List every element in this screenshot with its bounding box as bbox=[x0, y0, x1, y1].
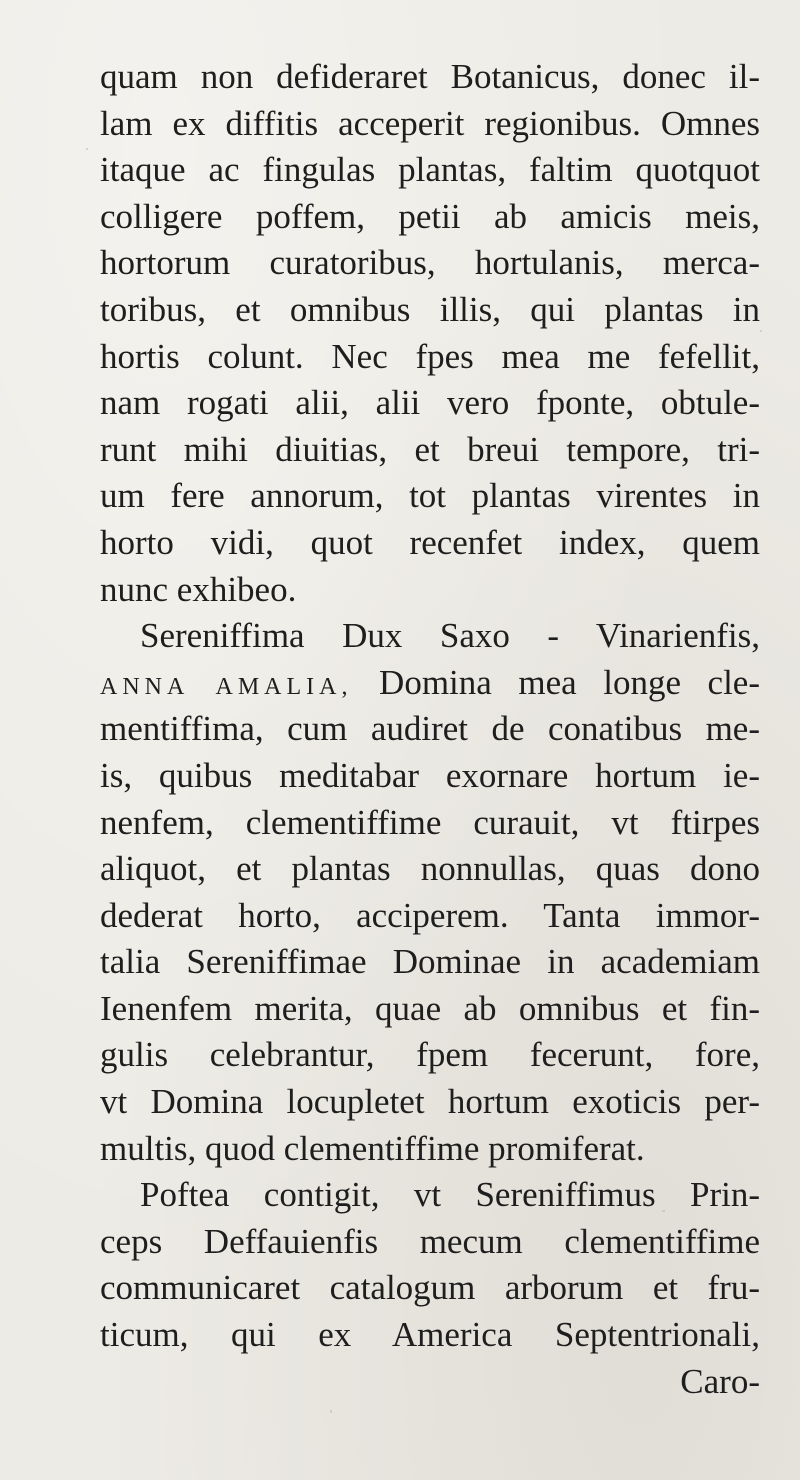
catchword: Caro- bbox=[680, 1361, 760, 1401]
person-name-smallcaps: ANNA AMALIA, bbox=[100, 673, 353, 700]
text-line: hortis colunt. Nec fpes mea me fefellit, bbox=[100, 336, 760, 376]
text-line: gulis celebrantur, fpem fecerunt, fore, bbox=[100, 1035, 760, 1075]
text-line: Sereniffima Dux Saxo - Vinarienfis, bbox=[140, 616, 760, 656]
text-line-rest: Domina mea longe cle- bbox=[379, 662, 760, 702]
text-line: is, quibus meditabar exornare hortum ie- bbox=[100, 755, 760, 795]
text-line: horto vidi, quot recenfet index, quem bbox=[100, 522, 760, 562]
text-line: communicaret catalogum arborum et fru- bbox=[100, 1268, 760, 1308]
text-line: ceps Deffauienfis mecum clementiffime bbox=[100, 1221, 760, 1261]
text-line: hortorum curatoribus, hortulanis, merca- bbox=[100, 243, 760, 283]
text-line: quam non defideraret Botanicus, donec il- bbox=[100, 57, 760, 96]
text-line: um fere annorum, tot plantas virentes in bbox=[100, 476, 760, 516]
paper-speck bbox=[86, 148, 88, 150]
text-line: Poftea contigit, vt Sereniffimus Prin- bbox=[140, 1175, 760, 1215]
text-line: nenfem, clementiffime curauit, vt ftirpes bbox=[100, 802, 760, 842]
text-line: itaque ac fingulas plantas, faltim quotquot bbox=[100, 150, 760, 190]
text-line: mentiffima, cum audiret de conatibus me- bbox=[100, 709, 760, 749]
text-line: aliquot, et plantas nonnullas, quas dono bbox=[100, 849, 760, 889]
text-line: talia Sereniffimae Dominae in academiam bbox=[100, 942, 760, 982]
paper-speck bbox=[330, 1410, 332, 1413]
text-line: ticum, qui ex America Septentrionali, bbox=[100, 1315, 760, 1355]
text-line: colligere poffem, petii ab amicis meis, bbox=[100, 196, 760, 236]
text-line: nunc exhibeo. bbox=[100, 569, 297, 609]
body-text bbox=[100, 54, 760, 1405]
paper-speck bbox=[760, 330, 762, 332]
text-line: dederat horto, acciperem. Tanta immor- bbox=[100, 895, 760, 935]
text-line: lam ex diffitis acceperit regionibus. Omnes bbox=[100, 103, 760, 143]
text-line: vt Domina locupletet hortum exoticis per- bbox=[100, 1082, 760, 1122]
text-line: nam rogati alii, alii vero fponte, obtule- bbox=[100, 383, 760, 423]
text-line-with-name bbox=[100, 660, 760, 707]
text-line: Ienenfem merita, quae ab omnibus et fin- bbox=[100, 988, 760, 1028]
text-line: multis, quod clementiffime promiferat. bbox=[100, 1128, 645, 1168]
text-line: runt mihi diuitias, et breui tempore, tri- bbox=[100, 429, 760, 469]
text-line: toribus, et omnibus illis, qui plantas in bbox=[100, 289, 760, 329]
